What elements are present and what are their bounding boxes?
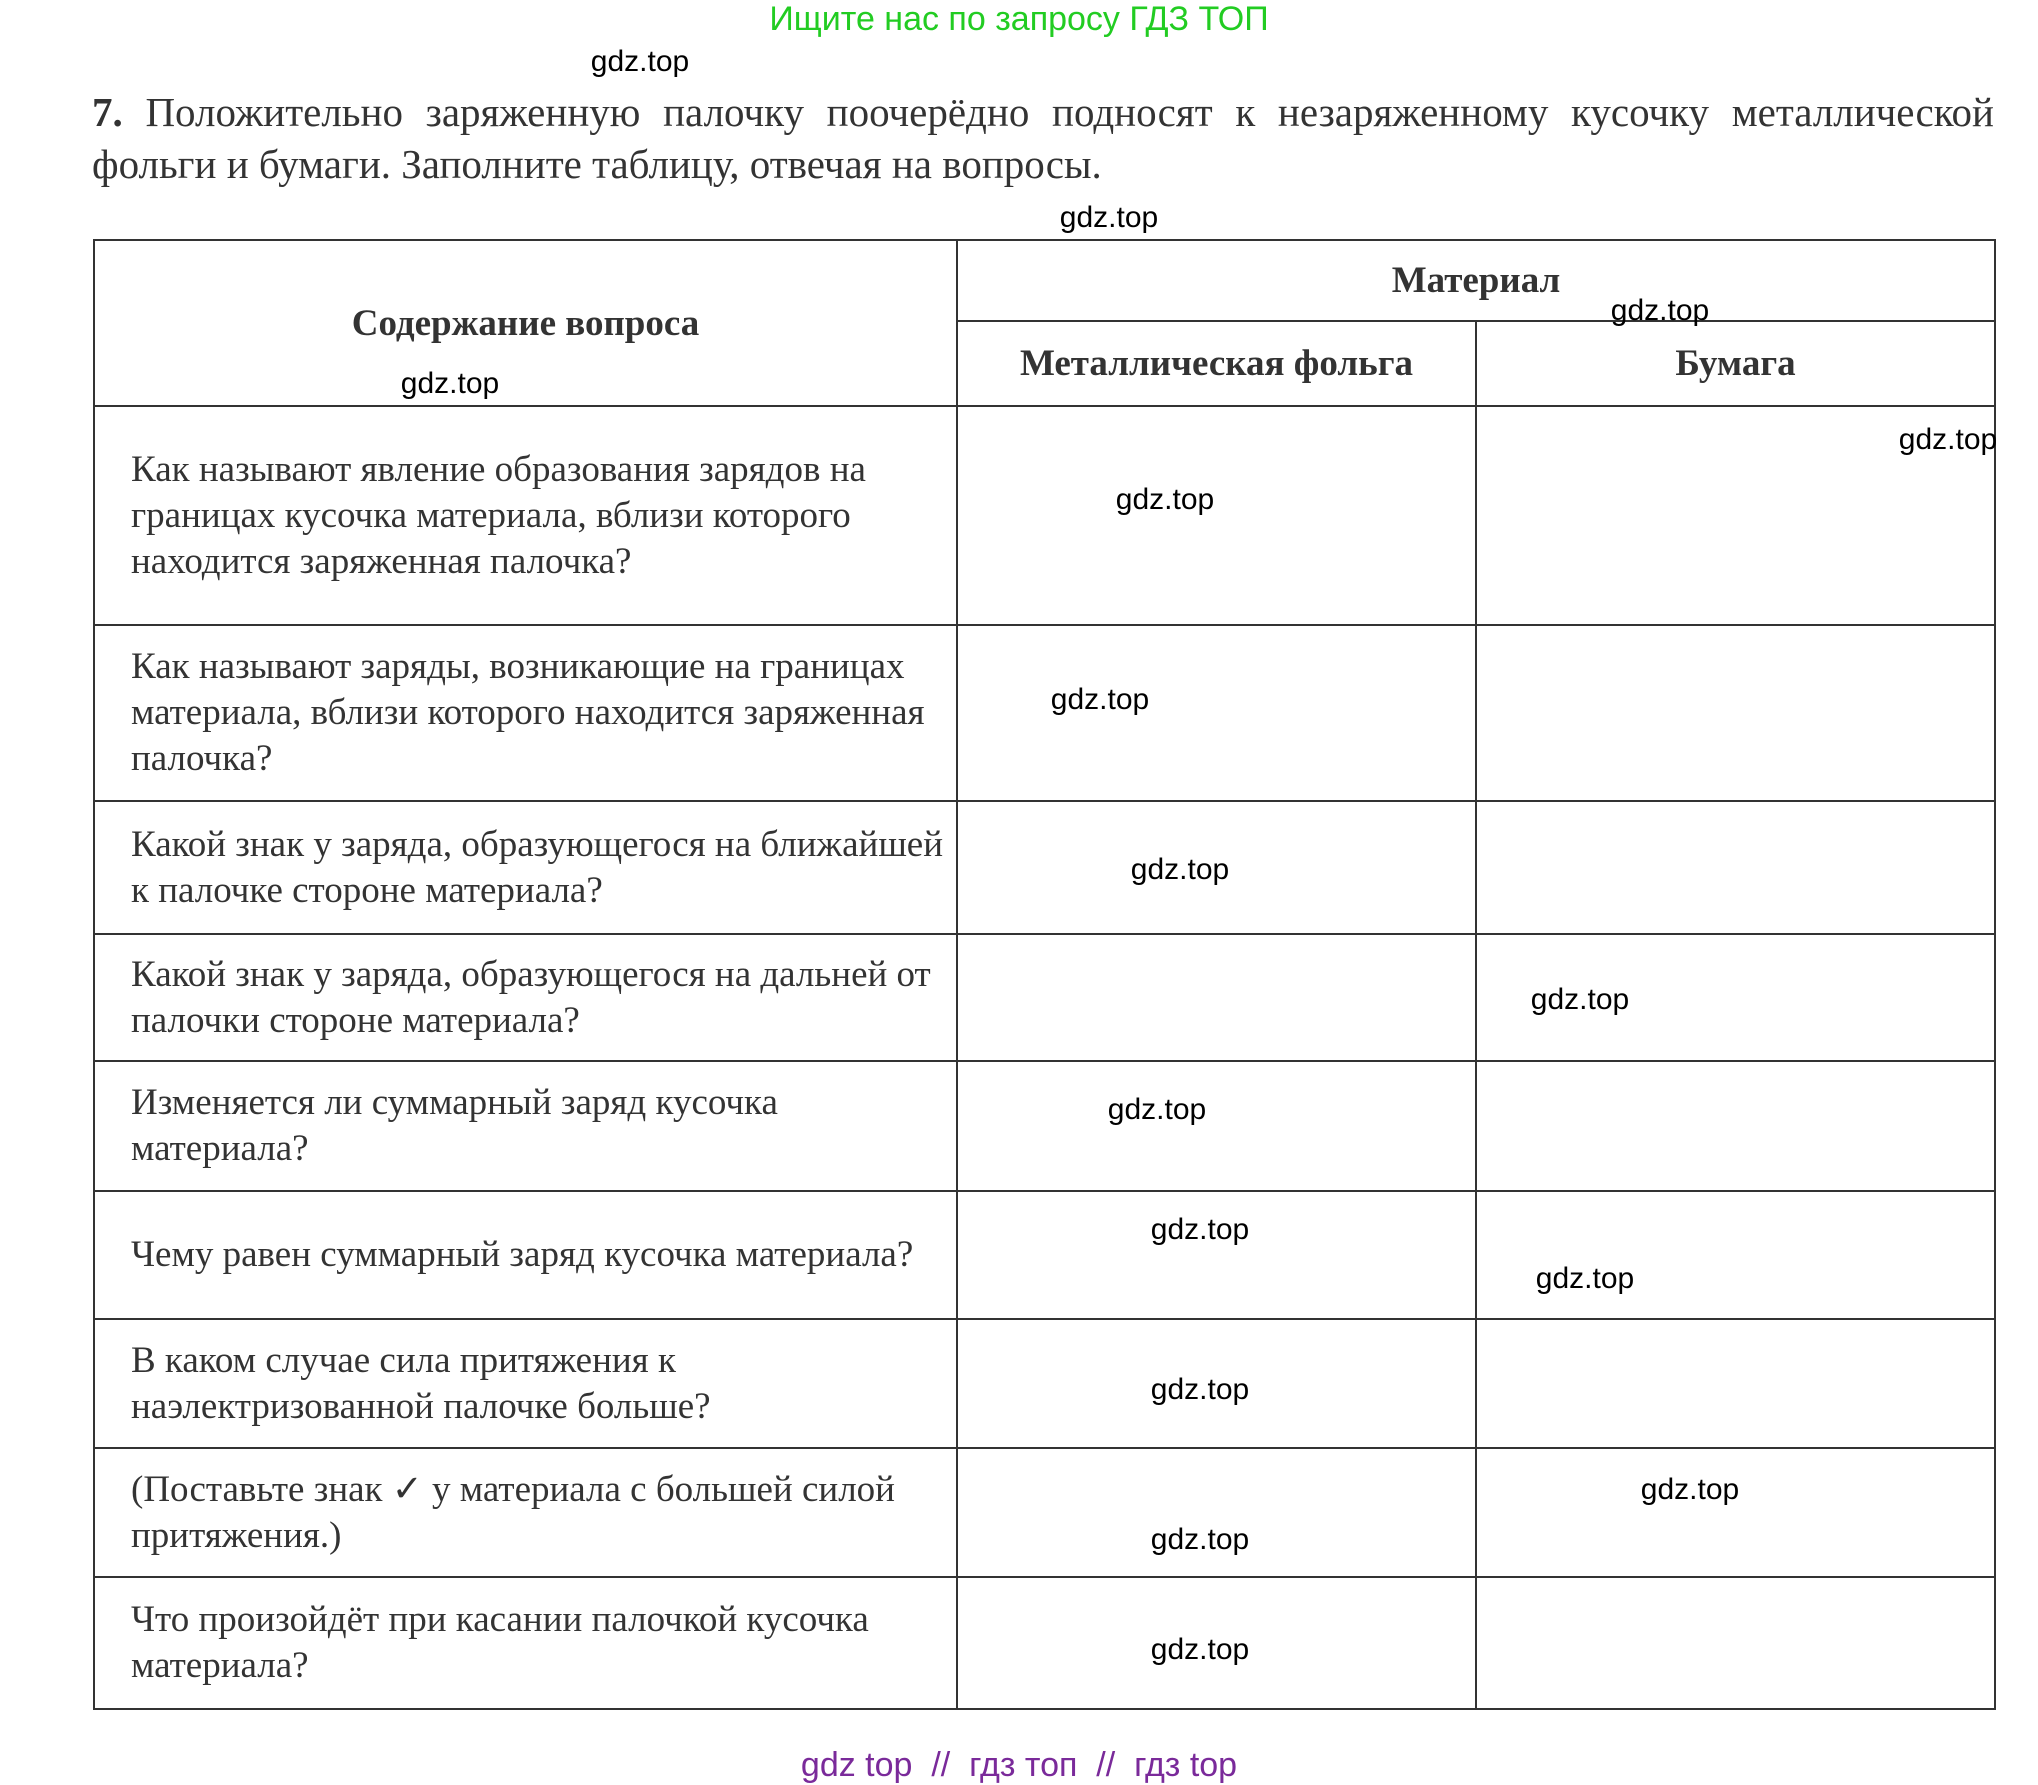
- foil-answer-cell[interactable]: [957, 1191, 1476, 1319]
- foil-answer-cell[interactable]: [957, 1448, 1476, 1577]
- watermark: gdz.top: [1150, 1373, 1250, 1406]
- foil-answer-cell[interactable]: [957, 625, 1476, 801]
- header-question: Содержание вопроса: [94, 240, 957, 406]
- table-row: [94, 406, 1995, 625]
- table-row: [94, 801, 1995, 934]
- paper-answer-cell[interactable]: [1476, 1577, 1995, 1709]
- watermark: gdz.top: [1107, 1093, 1207, 1126]
- table-row: [94, 934, 1995, 1061]
- question-cell: (Поставьте знак ✓ у материала с большей силой притяжения.): [94, 1448, 957, 1577]
- question-cell: Чему равен суммарный заряд кусочка материала?: [94, 1191, 957, 1319]
- watermark: gdz.top: [1150, 1633, 1250, 1666]
- watermark: gdz.top: [1050, 683, 1150, 716]
- question-cell: Что произойдёт при касании палочкой кусочка материала?: [94, 1577, 957, 1709]
- question-cell: Какой знак у заряда, образующегося на ближайшей к палочке стороне материала?: [94, 801, 957, 934]
- question-cell: В каком случае сила притяжения к наэлектризованной палочке больше?: [94, 1319, 957, 1448]
- question-cell: Изменяется ли суммарный заряд кусочка материала?: [94, 1061, 957, 1191]
- watermark: gdz.top: [1150, 1523, 1250, 1556]
- task-text: Положительно заряженную палочку поочерёдно подносят к незаряженному кусочку металлической фольги и бумаги. Заполните таблицу, отвечая на вопросы.: [92, 89, 1994, 187]
- watermark: gdz.top: [1640, 1473, 1740, 1506]
- watermark: gdz.top: [1898, 423, 1998, 456]
- paper-answer-cell[interactable]: [1476, 801, 1995, 934]
- paper-answer-cell[interactable]: [1476, 1319, 1995, 1448]
- watermark: gdz.top: [400, 367, 500, 400]
- watermark: gdz.top: [1130, 853, 1230, 886]
- watermark: gdz.top: [1059, 201, 1159, 234]
- table-row: [94, 1319, 1995, 1448]
- watermark: gdz.top: [1535, 1262, 1635, 1295]
- watermark: gdz.top: [1610, 294, 1710, 327]
- header-foil: Металлическая фольга: [957, 321, 1476, 406]
- paper-answer-cell[interactable]: [1476, 625, 1995, 801]
- table-row: [94, 1577, 1995, 1709]
- task-number: 7.: [92, 89, 123, 135]
- search-banner: Ищите нас по запросу ГДЗ ТОП: [769, 0, 1269, 38]
- paper-answer-cell[interactable]: [1476, 1191, 1995, 1319]
- foil-answer-cell[interactable]: [957, 934, 1476, 1061]
- foil-answer-cell[interactable]: [957, 406, 1476, 625]
- task-statement: [92, 86, 1994, 190]
- header-material: Материал: [957, 240, 1995, 321]
- watermark: gdz.top: [590, 45, 690, 78]
- question-cell: Как называют явление образования зарядов на границах кусочка материала, вблизи которого находится заряженная палочка?: [94, 406, 957, 625]
- header-paper: Бумага: [1476, 321, 1995, 406]
- watermark: gdz.top: [1150, 1213, 1250, 1246]
- table-row: [94, 1191, 1995, 1319]
- table-row: [94, 1448, 1995, 1577]
- watermark: gdz.top: [1115, 483, 1215, 516]
- table-row: [94, 625, 1995, 801]
- paper-answer-cell[interactable]: [1476, 1448, 1995, 1577]
- foil-answer-cell[interactable]: [957, 1061, 1476, 1191]
- watermark: gdz.top: [1530, 983, 1630, 1016]
- question-cell: Как называют заряды, возникающие на границах материала, вблизи которого находится заряженная палочка?: [94, 625, 957, 801]
- footer-watermark: gdz top // гдз топ // гдз top: [800, 1746, 1238, 1784]
- paper-answer-cell[interactable]: [1476, 1061, 1995, 1191]
- table-row: [94, 1061, 1995, 1191]
- question-cell: Какой знак у заряда, образующегося на дальней от палочки стороне материала?: [94, 934, 957, 1061]
